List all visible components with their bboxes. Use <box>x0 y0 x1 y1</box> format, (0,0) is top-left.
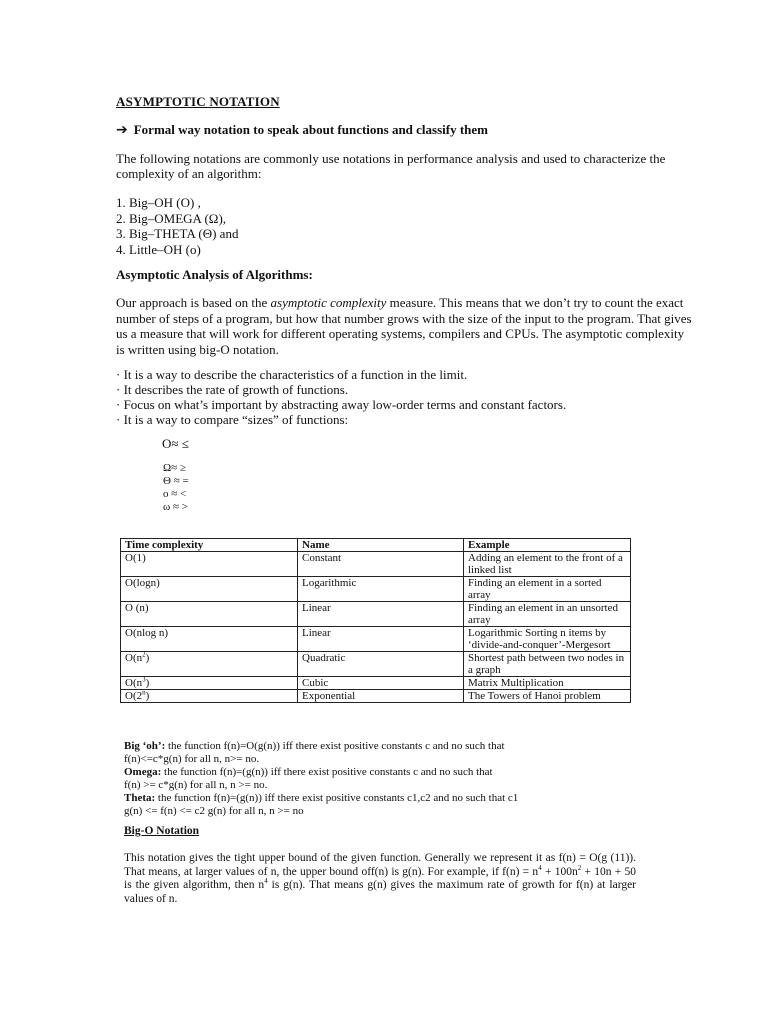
arrow-heading-text: Formal way notation to speak about functions and classify them <box>133 122 489 137</box>
intro-paragraph: The following notations are commonly use notations in performance analysis and used to characterize the complexity of an algorithm: <box>116 151 666 181</box>
symbol-list <box>163 462 189 514</box>
notation-list <box>116 195 238 257</box>
column-header: Name <box>298 539 464 552</box>
symbol-item: Ω≈ ≥ <box>163 462 186 474</box>
table-cell: Shortest path between two nodes in a graph <box>464 652 631 677</box>
symbol-big-o: O≈ ≤ <box>162 436 189 451</box>
table-cell: O(logn) <box>121 577 298 602</box>
table-cell: Matrix Multiplication <box>464 677 631 690</box>
tc-base: O(n <box>125 652 143 664</box>
table-cell: O(1) <box>121 552 298 577</box>
table-cell: Linear <box>298 602 464 627</box>
exponent: 4 <box>264 877 268 886</box>
table-cell: Adding an element to the front of a linked list <box>464 552 631 577</box>
bullet-list <box>116 367 566 427</box>
tc-sup: 2 <box>142 650 146 659</box>
list-item: 4. Little–OH (o) <box>116 241 201 257</box>
table-cell: Constant <box>298 552 464 577</box>
column-header: Time complexity <box>121 539 298 552</box>
page-title: ASYMPTOTIC NOTATION <box>116 94 280 109</box>
arrow-heading <box>116 122 488 138</box>
table-cell: The Towers of Hanoi problem <box>464 690 631 703</box>
definition-line: f(n)<=c*g(n) for all n, n>= no. <box>124 753 260 765</box>
tc-end: ) <box>145 690 150 702</box>
approach-text-post: measure. This means that we don’t try to count the exact number of steps of a program, but how that number grows with the size of the input to the program. That gives us a measure that will work for different operating systems, compilers and CPUs. The asymptotic complexity is written using big-O notation. <box>116 295 692 357</box>
bigo-text: This notation gives the tight upper bound of the given function. Generally we represent it as f(n) = O(g (11)). That means, at larger values of n, the upper bound off(n) is g(n). For example, if f(n) = n <box>124 852 636 878</box>
exponent: 2 <box>577 863 582 872</box>
approach-text-pre: Our approach is based on the <box>116 295 271 310</box>
approach-paragraph <box>116 295 696 357</box>
table-row <box>121 602 631 627</box>
list-item: 2. Big–OMEGA (Ω), <box>116 210 227 226</box>
analysis-heading-text: Asymptotic Analysis of Algorithms <box>116 267 309 282</box>
tc-end: ) <box>145 677 150 689</box>
table-cell <box>121 677 298 690</box>
definition-text: the function f(n)=(g(n)) iff there exist positive constants c and no such that <box>161 766 493 778</box>
table-cell: O (n) <box>121 602 298 627</box>
complexity-table <box>120 538 631 703</box>
table-cell: Quadratic <box>298 652 464 677</box>
analysis-heading <box>116 267 313 283</box>
list-item: · Focus on what’s important by abstracting away low-order terms and constant factors. <box>116 397 567 412</box>
bigo-paragraph <box>124 852 636 906</box>
right-arrow-icon: ➔ <box>116 122 128 138</box>
table-cell: Finding an element in an unsorted array <box>464 602 631 627</box>
symbol-item: o ≈ < <box>163 488 187 500</box>
table-cell <box>121 652 298 677</box>
definition-line <box>124 766 518 779</box>
definition-line <box>124 792 518 805</box>
table-header-row <box>121 539 631 552</box>
bigo-text: + 100n <box>541 865 578 878</box>
table-cell: Logarithmic Sorting n items by ‘divide-and-conquer’-Mergesort <box>464 627 631 652</box>
tc-sup: 3 <box>142 675 146 684</box>
definition-label: Big ‘oh’: <box>124 740 166 752</box>
table-cell: Exponential <box>298 690 464 703</box>
definition-label: Theta: <box>124 792 156 804</box>
list-item: · It is a way to describe the characteristics of a function in the limit. <box>116 367 468 382</box>
table-row <box>121 552 631 577</box>
exponent: 4 <box>538 863 542 872</box>
tc-base: O(2 <box>125 690 143 702</box>
table-cell <box>121 690 298 703</box>
table-cell: Linear <box>298 627 464 652</box>
symbol-item: Θ ≈ = <box>163 475 189 487</box>
tc-end: ) <box>145 652 150 664</box>
table-row <box>121 577 631 602</box>
definition-text: the function f(n)=(g(n)) iff there exist positive constants c1,c2 and no such that c1 <box>155 792 519 804</box>
table-row <box>121 690 631 703</box>
tc-base: O(n <box>125 677 143 689</box>
bigo-text: is g(n). That means g(n) gives the maximum rate of growth for f(n) at larger values of n. <box>124 879 636 905</box>
table-row <box>121 627 631 652</box>
list-item: · It is a way to compare “sizes” of functions: <box>116 412 349 427</box>
definition-label: Omega: <box>124 766 162 778</box>
list-item: 3. Big–THETA (Θ) and <box>116 226 239 241</box>
approach-text-em: asymptotic complexity <box>270 295 387 310</box>
table-row <box>121 652 631 677</box>
column-header: Example <box>464 539 631 552</box>
symbol-item: ω ≈ > <box>163 501 188 513</box>
table-cell: Cubic <box>298 677 464 690</box>
definitions-block <box>124 740 518 818</box>
bigo-text: + 10n + 50 is the given algorithm, then n <box>124 865 636 891</box>
list-item: · It describes the rate of growth of functions. <box>116 382 349 397</box>
list-item: 1. Big–OH (O) , <box>116 195 201 210</box>
definition-line: g(n) <= f(n) <= c2 g(n) for all n, n >= no <box>124 805 304 817</box>
analysis-heading-colon: : <box>308 267 313 282</box>
definition-text: the function f(n)=O(g(n)) iff there exist positive constants c and no such that <box>165 740 505 752</box>
definition-line <box>124 740 518 753</box>
bigo-heading: Big-O Notation <box>124 825 200 837</box>
table-cell: O(nlog n) <box>121 627 298 652</box>
table-cell: Finding an element in a sorted array <box>464 577 631 602</box>
table-row <box>121 677 631 690</box>
tc-sup: n <box>142 688 146 697</box>
definition-line: f(n) >= c*g(n) for all n, n >= no. <box>124 779 268 791</box>
table-cell: Logarithmic <box>298 577 464 602</box>
